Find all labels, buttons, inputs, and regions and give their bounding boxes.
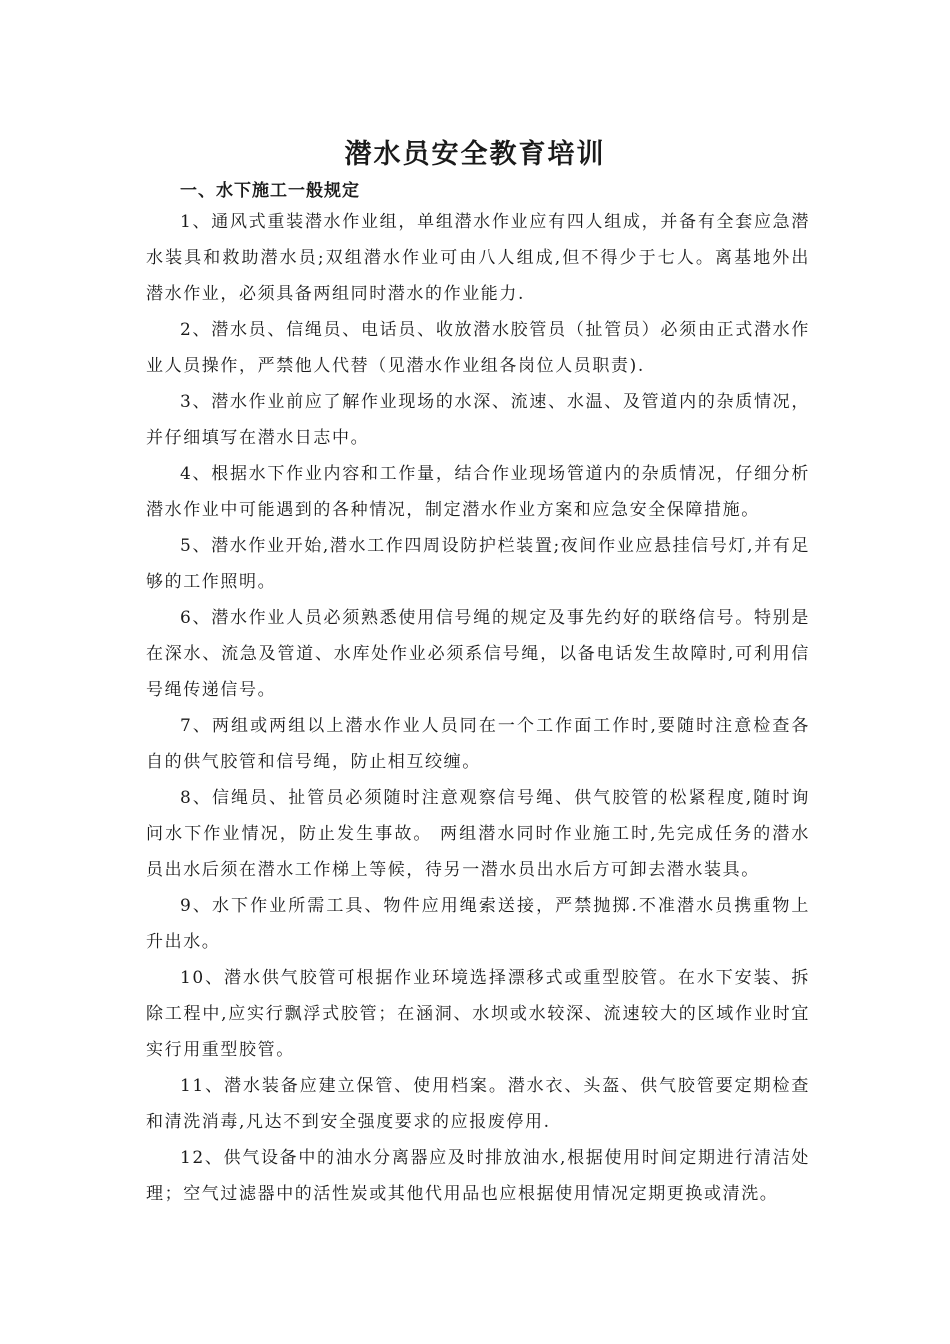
paragraph-10: 10、潜水供气胶管可根据作业环境选择漂移式或重型胶管。在水下安装、拆除工程中,应实行飘浮式胶管；在涵洞、水坝或水较深、流速较大的区域作业时宜实行用重型胶管。 [146,968,810,1060]
paragraph-5: 5、潜水作业开始,潜水工作四周设防护栏装置;夜间作业应悬挂信号灯,并有足够的工作照明。 [146,536,810,592]
paragraph-1: 1、通风式重装潜水作业组，单组潜水作业应有四人组成，并备有全套应急潜水装具和救助潜水员;双组潜水作业可由八人组成,但不得少于七人。离基地外出潜水作业，必须具备两组同时潜水的作业能力. [146,212,810,304]
paragraph-7: 7、两组或两组以上潜水作业人员同在一个工作面工作时,要随时注意检查各自的供气胶管和信号绳，防止相互绞缠。 [146,716,810,772]
paragraph-8: 8、信绳员、扯管员必须随时注意观察信号绳、供气胶管的松紧程度,随时询问水下作业情况，防止发生事故。 两组潜水同时作业施工时,先完成任务的潜水员出水后须在潜水工作梯上等候，待另一潜水员出水后方可卸去潜水装具。 [146,788,810,880]
document-body [146,204,810,1212]
paragraph-2: 2、潜水员、信绳员、电话员、收放潜水胶管员（扯管员）必须由正式潜水作业人员操作，严禁他人代替（见潜水作业组各岗位人员职责). [146,320,810,376]
paragraph-11: 11、潜水装备应建立保管、使用档案。潜水衣、头盔、供气胶管要定期检查和清洗消毒,凡达不到安全强度要求的应报废停用. [146,1076,810,1132]
section-heading: 一、水下施工一般规定 [180,181,360,201]
paragraph-9: 9、水下作业所需工具、物件应用绳索送接，严禁抛掷.不准潜水员携重物上升出水。 [146,896,810,952]
paragraph-12: 12、供气设备中的油水分离器应及时排放油水,根据使用时间定期进行清洁处理；空气过滤器中的活性炭或其他代用品也应根据使用情况定期更换或清洗。 [146,1148,810,1204]
paragraph-4: 4、根据水下作业内容和工作量，结合作业现场管道内的杂质情况，仔细分析潜水作业中可能遇到的各种情况，制定潜水作业方案和应急安全保障措施。 [146,464,810,520]
document-title: 潜水员安全教育培训 [344,139,606,170]
paragraph-6: 6、潜水作业人员必须熟悉使用信号绳的规定及事先约好的联络信号。特别是在深水、流急及管道、水库处作业必须系信号绳，以备电话发生故障时,可利用信号绳传递信号。 [146,608,810,700]
paragraph-3: 3、潜水作业前应了解作业现场的水深、流速、水温、及管道内的杂质情况，并仔细填写在潜水日志中。 [146,392,810,448]
